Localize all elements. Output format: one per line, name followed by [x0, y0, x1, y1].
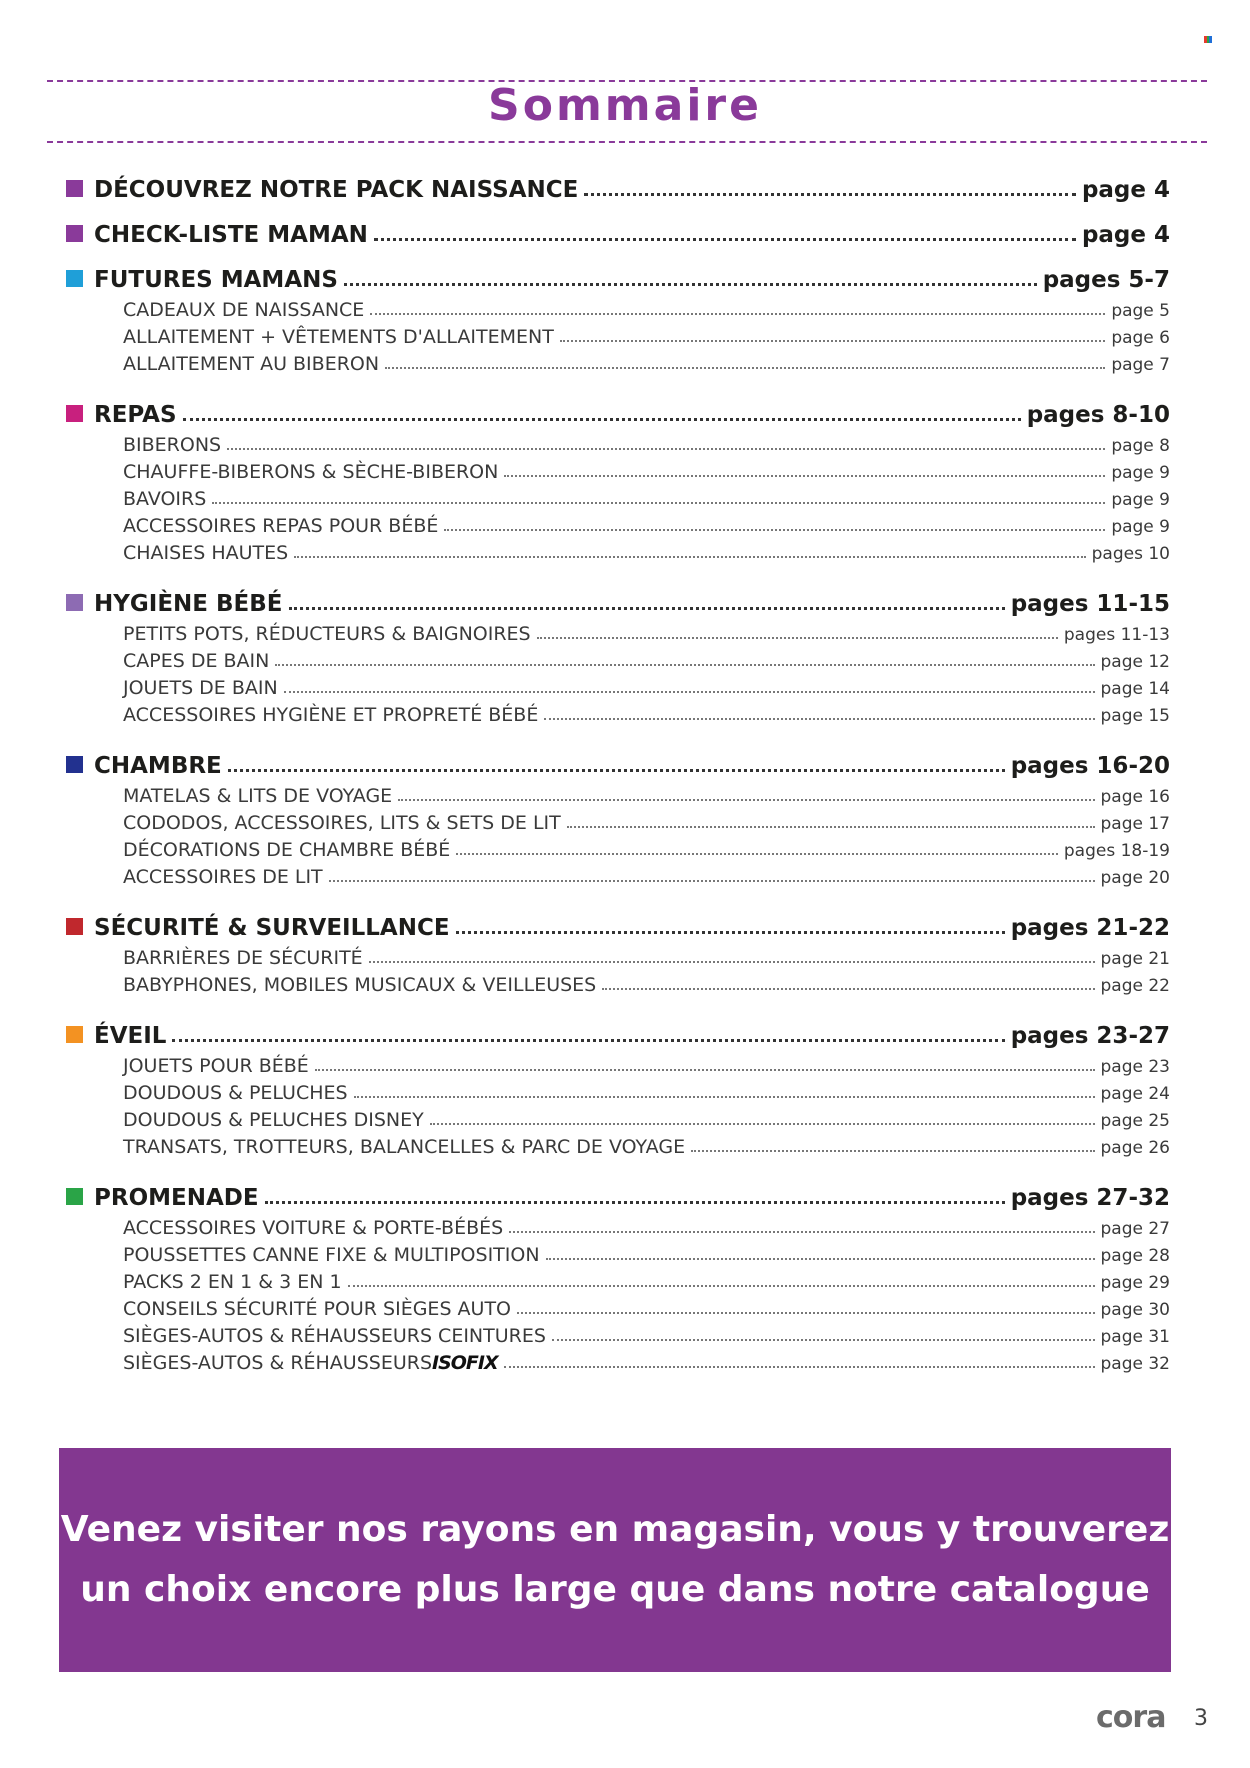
section-page-ref: pages 21-22	[1010, 915, 1170, 941]
subitem-page-ref: page 12	[1100, 652, 1170, 672]
toc-subitem[interactable]	[66, 1293, 1170, 1320]
dot-leader	[369, 961, 1095, 963]
subitem-page-ref: page 9	[1111, 517, 1170, 537]
page-number: 3	[1194, 1706, 1208, 1731]
toc-section-heading[interactable]	[66, 910, 1170, 941]
dot-leader	[602, 988, 1094, 990]
dot-leader	[348, 1285, 1095, 1287]
toc-section-heading[interactable]	[66, 217, 1170, 248]
toc-subitem[interactable]	[66, 456, 1170, 483]
subitem-label: ACCESSOIRES VOITURE & PORTE-BÉBÉS	[123, 1217, 504, 1239]
subitem-label: PACKS 2 EN 1 & 3 EN 1	[123, 1271, 342, 1293]
toc-subitem[interactable]	[66, 1131, 1170, 1158]
bottom-dashed-divider	[47, 141, 1207, 143]
subitem-label: ACCESSOIRES REPAS POUR BÉBÉ	[123, 515, 439, 537]
subitem-label: POUSSETTES CANNE FIXE & MULTIPOSITION	[123, 1244, 540, 1266]
toc-subitem[interactable]	[66, 861, 1170, 888]
subitem-label: CHAUFFE-BIBERONS & SÈCHE-BIBERON	[123, 461, 499, 483]
dot-leader	[567, 826, 1095, 828]
section-color-square-icon	[66, 594, 83, 611]
toc-subitem[interactable]	[66, 1077, 1170, 1104]
subitem-label: BARRIÈRES DE SÉCURITÉ	[123, 947, 363, 969]
toc-subitem[interactable]	[66, 483, 1170, 510]
section-color-square-icon	[66, 756, 83, 773]
subitem-label: DÉCORATIONS DE CHAMBRE BÉBÉ	[123, 839, 451, 861]
brand-logo: cora	[1096, 1700, 1166, 1735]
subitem-label: BIBERONS	[123, 434, 222, 456]
dot-leader	[537, 637, 1058, 639]
dot-leader	[374, 238, 1076, 241]
toc-section	[66, 217, 1170, 248]
toc-section	[66, 586, 1170, 726]
section-color-square-icon	[66, 1026, 83, 1043]
dot-leader	[560, 340, 1105, 342]
dot-leader	[329, 880, 1095, 882]
subitem-label: ALLAITEMENT AU BIBERON	[123, 353, 380, 375]
section-label: PROMENADE	[94, 1185, 259, 1211]
dot-leader	[456, 853, 1058, 855]
subitem-page-ref: page 21	[1100, 949, 1170, 969]
subitem-label: PETITS POTS, RÉDUCTEURS & BAIGNOIRES	[123, 623, 531, 645]
subitem-page-ref: pages 18-19	[1063, 841, 1170, 861]
subitem-label: CODODOS, ACCESSOIRES, LITS & SETS DE LIT	[123, 812, 561, 834]
toc-subitem[interactable]	[66, 780, 1170, 807]
dot-leader	[385, 367, 1105, 369]
section-color-square-icon	[66, 225, 83, 242]
dot-leader	[284, 691, 1095, 693]
toc-subitem[interactable]	[66, 321, 1170, 348]
toc-section-heading[interactable]	[66, 586, 1170, 617]
toc-subitem[interactable]	[66, 969, 1170, 996]
toc-subitem[interactable]	[66, 429, 1170, 456]
store-visit-banner	[59, 1448, 1171, 1672]
subitem-page-ref: page 27	[1100, 1219, 1170, 1239]
subitem-label: CAPES DE BAIN	[123, 650, 270, 672]
subitem-label: SIÈGES-AUTOS & RÉHAUSSEURS	[123, 1352, 433, 1374]
corner-color-mark	[1204, 36, 1212, 43]
subitem-label: ALLAITEMENT + VÊTEMENTS D'ALLAITEMENT	[123, 326, 554, 348]
dot-leader	[315, 1069, 1095, 1071]
subitem-page-ref: page 26	[1100, 1138, 1170, 1158]
dot-leader	[456, 931, 1005, 934]
page-title: Sommaire	[488, 80, 762, 131]
subitem-page-ref: page 6	[1111, 328, 1170, 348]
dot-leader	[265, 1201, 1005, 1204]
toc-subitem[interactable]	[66, 807, 1170, 834]
subitem-page-ref: page 28	[1100, 1246, 1170, 1266]
subitem-label: TRANSATS, TROTTEURS, BALANCELLES & PARC DE VOYAGE	[123, 1136, 686, 1158]
dot-leader	[517, 1312, 1094, 1314]
toc-subitem[interactable]	[66, 348, 1170, 375]
section-page-ref: pages 11-15	[1010, 591, 1170, 617]
dot-leader	[544, 718, 1094, 720]
dot-leader	[227, 448, 1105, 450]
toc-subitem[interactable]	[66, 1212, 1170, 1239]
subitem-page-ref: page 25	[1100, 1111, 1170, 1131]
section-color-square-icon	[66, 405, 83, 422]
toc-section-heading[interactable]	[66, 748, 1170, 779]
section-label: DÉCOUVREZ NOTRE PACK NAISSANCE	[94, 177, 579, 203]
dot-leader	[354, 1096, 1095, 1098]
dot-leader	[275, 664, 1094, 666]
dot-leader	[509, 1231, 1094, 1233]
subitem-label: DOUDOUS & PELUCHES DISNEY	[123, 1109, 424, 1131]
section-page-ref: pages 16-20	[1010, 753, 1170, 779]
dot-leader	[172, 1039, 1004, 1042]
toc-subitem[interactable]	[66, 1266, 1170, 1293]
toc-subitem[interactable]	[66, 645, 1170, 672]
dot-leader	[370, 313, 1105, 315]
section-page-ref: pages 5-7	[1042, 267, 1170, 293]
subitem-label: JOUETS DE BAIN	[123, 677, 278, 699]
dot-leader	[584, 193, 1076, 196]
section-color-square-icon	[66, 180, 83, 197]
toc-section-heading[interactable]	[66, 1018, 1170, 1049]
banner-line-2: un choix encore plus large que dans notre catalogue	[80, 1569, 1150, 1610]
dot-leader	[546, 1258, 1095, 1260]
section-label: FUTURES MAMANS	[94, 267, 338, 293]
subitem-label: BAVOIRS	[123, 488, 207, 510]
subitem-page-ref: page 31	[1100, 1327, 1170, 1347]
dot-leader	[444, 529, 1105, 531]
subitem-page-ref: page 7	[1111, 355, 1170, 375]
subitem-page-ref: page 23	[1100, 1057, 1170, 1077]
toc-subitem[interactable]	[66, 699, 1170, 726]
toc-section	[66, 748, 1170, 888]
section-color-square-icon	[66, 270, 83, 287]
subitem-label: JOUETS POUR BÉBÉ	[123, 1055, 309, 1077]
toc-section-heading[interactable]	[66, 262, 1170, 293]
section-label: SÉCURITÉ & SURVEILLANCE	[94, 915, 450, 941]
subitem-label: CHAISES HAUTES	[123, 542, 289, 564]
subitem-page-ref: page 24	[1100, 1084, 1170, 1104]
dot-leader	[183, 418, 1021, 421]
toc-section	[66, 262, 1170, 375]
subitem-page-ref: page 5	[1111, 301, 1170, 321]
section-label: REPAS	[94, 402, 177, 428]
section-page-ref: page 4	[1081, 222, 1170, 248]
toc-section	[66, 1180, 1170, 1374]
dot-leader	[344, 283, 1037, 286]
subitem-label: ACCESSOIRES DE LIT	[123, 866, 323, 888]
subitem-page-ref: page 32	[1100, 1354, 1170, 1374]
toc-section	[66, 172, 1170, 203]
toc-subitem[interactable]	[66, 294, 1170, 321]
toc-subitem[interactable]	[66, 672, 1170, 699]
section-label: HYGIÈNE BÉBÉ	[94, 591, 283, 617]
toc-subitem[interactable]	[66, 1104, 1170, 1131]
dot-leader	[504, 475, 1105, 477]
subitem-page-ref: page 9	[1111, 463, 1170, 483]
section-label: ÉVEIL	[94, 1023, 167, 1049]
section-color-square-icon	[66, 1188, 83, 1205]
isofix-logo: ISOFIX	[432, 1352, 498, 1374]
dot-leader	[430, 1123, 1095, 1125]
dot-leader	[212, 502, 1105, 504]
subitem-page-ref: page 16	[1100, 787, 1170, 807]
subitem-label: CONSEILS SÉCURITÉ POUR SIÈGES AUTO	[123, 1298, 512, 1320]
toc-subitem[interactable]	[66, 942, 1170, 969]
dot-leader	[228, 769, 1005, 772]
toc-section-heading[interactable]	[66, 172, 1170, 203]
subitem-label: BABYPHONES, MOBILES MUSICAUX & VEILLEUSES	[123, 974, 597, 996]
toc-subitem[interactable]	[66, 618, 1170, 645]
subitem-page-ref: page 15	[1100, 706, 1170, 726]
toc-section-heading[interactable]	[66, 397, 1170, 428]
subitem-label: MATELAS & LITS DE VOYAGE	[123, 785, 393, 807]
banner-line-1: Venez visiter nos rayons en magasin, vous y trouverez	[60, 1509, 1170, 1550]
dot-leader	[552, 1339, 1095, 1341]
subitem-page-ref: pages 10	[1091, 544, 1170, 564]
toc-subitem[interactable]	[66, 1347, 1170, 1374]
toc-subitem[interactable]	[66, 1239, 1170, 1266]
toc-section-heading[interactable]	[66, 1180, 1170, 1211]
subitem-label: DOUDOUS & PELUCHES	[123, 1082, 348, 1104]
toc-subitem[interactable]	[66, 1050, 1170, 1077]
subitem-page-ref: pages 11-13	[1063, 625, 1170, 645]
toc-subitem[interactable]	[66, 834, 1170, 861]
table-of-contents	[66, 172, 1170, 1396]
section-label: CHECK-LISTE MAMAN	[94, 222, 368, 248]
section-page-ref: pages 8-10	[1026, 402, 1170, 428]
subitem-page-ref: page 29	[1100, 1273, 1170, 1293]
section-label: CHAMBRE	[94, 753, 222, 779]
dot-leader	[289, 607, 1005, 610]
subitem-label: ACCESSOIRES HYGIÈNE ET PROPRETÉ BÉBÉ	[123, 704, 539, 726]
subitem-page-ref: page 14	[1100, 679, 1170, 699]
toc-subitem[interactable]	[66, 1320, 1170, 1347]
toc-section	[66, 397, 1170, 564]
toc-section	[66, 910, 1170, 996]
subitem-label: CADEAUX DE NAISSANCE	[123, 299, 365, 321]
toc-subitem[interactable]	[66, 510, 1170, 537]
subitem-page-ref: page 22	[1100, 976, 1170, 996]
subitem-page-ref: page 9	[1111, 490, 1170, 510]
subitem-page-ref: page 30	[1100, 1300, 1170, 1320]
dot-leader	[398, 799, 1094, 801]
section-color-square-icon	[66, 918, 83, 935]
subitem-page-ref: page 8	[1111, 436, 1170, 456]
subitem-page-ref: page 17	[1100, 814, 1170, 834]
toc-subitem[interactable]	[66, 537, 1170, 564]
subitem-label: SIÈGES-AUTOS & RÉHAUSSEURS CEINTURES	[123, 1325, 546, 1347]
dot-leader	[294, 556, 1085, 558]
section-page-ref: page 4	[1081, 177, 1170, 203]
subitem-page-ref: page 20	[1100, 868, 1170, 888]
section-page-ref: pages 27-32	[1010, 1185, 1170, 1211]
dot-leader	[691, 1150, 1094, 1152]
toc-section	[66, 1018, 1170, 1158]
section-page-ref: pages 23-27	[1010, 1023, 1170, 1049]
dot-leader	[504, 1366, 1095, 1368]
